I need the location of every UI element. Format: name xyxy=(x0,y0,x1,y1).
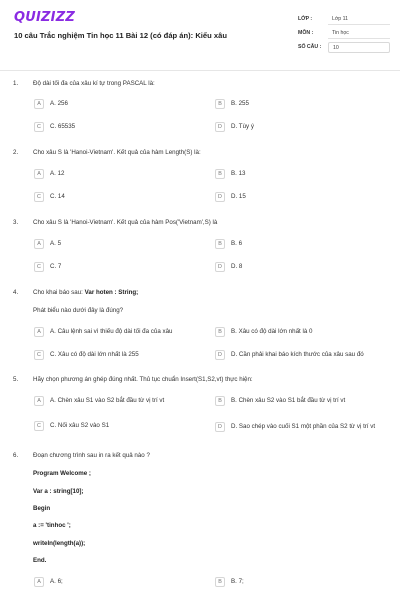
option-letter: B xyxy=(215,169,225,179)
meta-value: 10 xyxy=(328,42,390,53)
meta-label: SỐ CÂU : xyxy=(298,44,322,50)
code-line: Begin xyxy=(33,505,51,512)
question-text: Cho xâu S là 'Hanoi-Vietnam'. Kết quả của hàm Pos('Vietnam',S) là xyxy=(33,219,218,226)
option-b[interactable] xyxy=(215,168,390,180)
option-text: A. Chèn xâu S1 vào S2 bắt đầu từ vị trí vt xyxy=(50,397,165,405)
option-text: A. 5 xyxy=(50,240,62,248)
option-text: B. 6 xyxy=(231,240,243,248)
option-text: A. 6; xyxy=(50,578,63,586)
option-d[interactable] xyxy=(215,191,390,203)
question-number: 5. xyxy=(13,376,19,383)
option-a[interactable] xyxy=(34,98,204,110)
question-text: Cho xâu S là 'Hanoi-Vietnam'. Kết quả của hàm Length(S) là: xyxy=(33,149,201,156)
question-text: Đoạn chương trình sau in ra kết quả nào ? xyxy=(33,452,150,459)
option-b[interactable] xyxy=(215,395,390,407)
question-text-line2: Phát biểu nào dưới đây là đúng? xyxy=(33,307,124,314)
option-text: D. Cần phải khai báo kích thước của xâu sau đó xyxy=(231,351,364,359)
option-letter: D xyxy=(215,192,225,202)
meta-panel xyxy=(298,12,390,54)
option-letter: D xyxy=(215,262,225,272)
option-letter: D xyxy=(215,350,225,360)
option-d[interactable] xyxy=(215,121,390,133)
option-a[interactable] xyxy=(34,238,204,250)
option-text: C. 14 xyxy=(50,193,65,201)
option-text: D. 15 xyxy=(231,193,246,201)
option-text: C. Nối xâu S2 vào S1 xyxy=(50,422,110,430)
option-text: B. 7; xyxy=(231,578,244,586)
option-a[interactable] xyxy=(34,326,204,338)
option-b[interactable] xyxy=(215,576,390,588)
option-b[interactable] xyxy=(215,238,390,250)
option-text: D. 8 xyxy=(231,263,243,271)
option-c[interactable] xyxy=(34,191,204,203)
code-line: End. xyxy=(33,557,47,564)
question-code: Var hoten : String; xyxy=(84,289,139,296)
option-text: B. 13 xyxy=(231,170,246,178)
option-text: A. Câu lệnh sai vì thiếu độ dài tối đa của xâu xyxy=(50,328,173,336)
header-divider xyxy=(0,70,400,71)
option-letter: B xyxy=(215,99,225,109)
option-letter: C xyxy=(34,122,44,132)
option-letter: B xyxy=(215,327,225,337)
option-text: A. 12 xyxy=(50,170,65,178)
option-text: C. 7 xyxy=(50,263,62,271)
meta-subject-row xyxy=(298,26,390,40)
quizizz-logo: QUIZIZZ xyxy=(14,10,75,25)
option-letter: A xyxy=(34,239,44,249)
question-text: Độ dài tối đa của xâu kí tự trong PASCAL là: xyxy=(33,80,155,87)
option-c[interactable] xyxy=(34,121,204,133)
option-text: B. 255 xyxy=(231,100,249,108)
option-c[interactable] xyxy=(34,349,204,361)
option-a[interactable] xyxy=(34,168,204,180)
option-a[interactable] xyxy=(34,395,204,407)
option-letter: A xyxy=(34,396,44,406)
code-line: a := 'tinhoc '; xyxy=(33,522,71,529)
option-letter: A xyxy=(34,169,44,179)
option-a[interactable] xyxy=(34,576,204,588)
meta-class-row xyxy=(298,12,390,26)
question-number: 2. xyxy=(13,149,19,156)
option-letter: D xyxy=(215,122,225,132)
option-c[interactable] xyxy=(34,420,204,432)
option-d[interactable] xyxy=(215,261,390,273)
question-number: 3. xyxy=(13,219,19,226)
option-text: A. 256 xyxy=(50,100,68,108)
code-line: Var a : string[10]; xyxy=(33,488,84,495)
page-title: 10 câu Trắc nghiệm Tin học 11 Bài 12 (có đáp án): Kiểu xâu xyxy=(14,31,227,40)
option-letter: A xyxy=(34,577,44,587)
option-text: D. Sao chép vào cuối S1 một phần của S2 từ vị trí vt xyxy=(231,423,376,431)
code-line: Program Welcome ; xyxy=(33,470,91,477)
question-text: Hãy chọn phương án ghép đúng nhất. Thủ tục chuẩn Insert(S1,S2,vt) thực hiện: xyxy=(33,376,253,383)
meta-value: Lớp 11 xyxy=(328,14,390,25)
option-letter: A xyxy=(34,327,44,337)
question-number: 6. xyxy=(13,452,19,459)
meta-label: MÔN : xyxy=(298,30,314,36)
option-text: C. 65535 xyxy=(50,123,76,131)
question-number: 4. xyxy=(13,289,19,296)
option-letter: B xyxy=(215,396,225,406)
option-b[interactable] xyxy=(215,98,390,110)
option-letter: B xyxy=(215,239,225,249)
meta-label: LỚP : xyxy=(298,16,313,22)
question-text xyxy=(33,289,138,296)
option-d[interactable] xyxy=(215,349,390,361)
option-letter: C xyxy=(34,262,44,272)
option-c[interactable] xyxy=(34,261,204,273)
option-letter: D xyxy=(215,422,225,432)
question-prefix: Cho khai báo sau: xyxy=(33,289,85,296)
option-text: D. Tùy ý xyxy=(231,123,254,131)
option-text: C. Xâu có độ dài lớn nhất là 255 xyxy=(50,351,139,359)
option-d[interactable] xyxy=(215,418,390,436)
option-text: B. Chèn xâu S2 vào S1 bắt đầu từ vị trí vt xyxy=(231,397,346,405)
option-letter: A xyxy=(34,99,44,109)
meta-count-row xyxy=(298,40,390,54)
option-letter: C xyxy=(34,421,44,431)
option-b[interactable] xyxy=(215,326,390,338)
meta-value: Tin học xyxy=(328,28,390,39)
option-text: B. Xâu có độ dài lớn nhất là 0 xyxy=(231,328,313,336)
option-letter: C xyxy=(34,350,44,360)
option-letter: B xyxy=(215,577,225,587)
question-number: 1. xyxy=(13,80,19,87)
option-letter: C xyxy=(34,192,44,202)
code-line: writeln(length(a)); xyxy=(33,540,86,547)
